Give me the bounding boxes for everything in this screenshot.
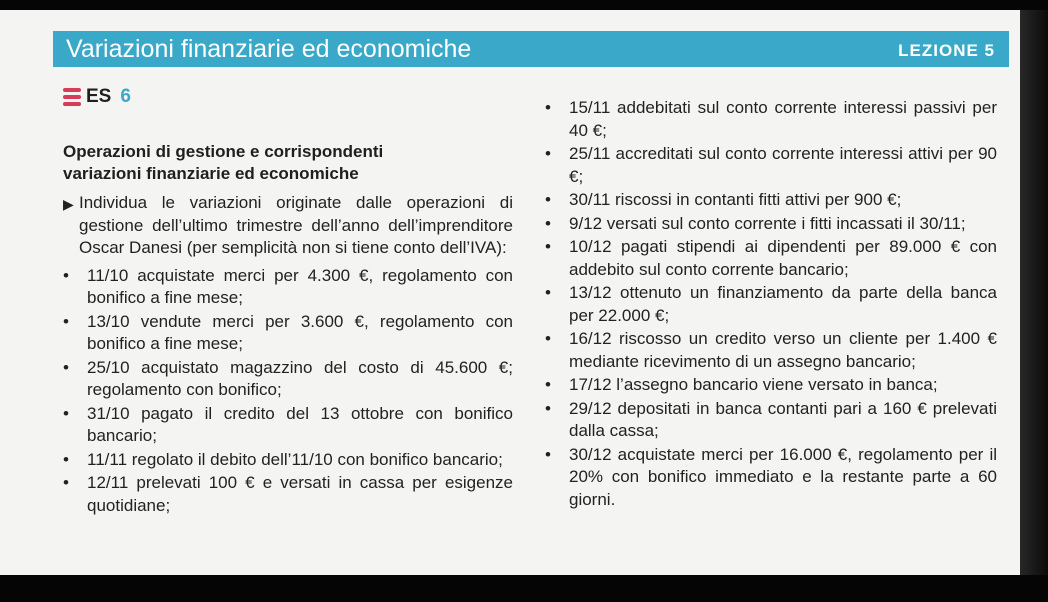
play-arrow-icon: ▶ — [63, 196, 74, 212]
exercise-label — [63, 86, 131, 108]
list-item: • 25/11 accreditati sul conto corrente interessi attivi per 90 €; — [545, 143, 997, 188]
list-item: • 16/12 riscosso un credito verso un cliente per 1.400 € mediante ricevimento di un assegno bancario; — [545, 328, 997, 373]
list-item: • 29/12 depositati in banca contanti pari a 160 € prelevati dalla cassa; — [545, 398, 997, 443]
list-item: • 31/10 pagato il credito del 13 ottobre con bonifico bancario; — [63, 403, 513, 448]
right-edge-shadow — [1018, 10, 1048, 575]
exercise-subtitle — [63, 141, 513, 185]
left-column — [63, 141, 513, 517]
list-item: • 13/10 vendute merci per 3.600 €, regolamento con bonifico a fine mese; — [63, 311, 513, 356]
list-item: • 9/12 versati sul conto corrente i fitti incassati il 30/11; — [545, 213, 997, 236]
list-item: • 30/12 acquistate merci per 16.000 €, regolamento per il 20% con bonifico immediato e la restante parte a 60 giorni. — [545, 444, 997, 512]
exercise-instructions — [63, 192, 513, 260]
top-border — [0, 0, 1048, 10]
right-column — [545, 96, 997, 511]
list-item: • 12/11 prelevati 100 € e versati in cassa per esigenze quotidiane; — [63, 472, 513, 517]
lesson-label: LEZIONE 5 — [898, 41, 995, 60]
subtitle-line: Operazioni di gestione e corrispondenti — [63, 142, 384, 161]
operations-list-left — [63, 265, 513, 518]
exercise-prefix: ES — [86, 86, 112, 107]
list-item: • 17/12 l’assegno bancario viene versato in banca; — [545, 374, 997, 397]
instructions-text: Individua le variazioni originate dalle operazioni di gestione dell’ultimo trimestre dell’anno dell’imprenditore Oscar Danesi (per semplicità non si tiene conto dell’IVA): — [79, 193, 513, 257]
list-item: • 30/11 riscossi in contanti fitti attivi per 900 €; — [545, 189, 997, 212]
list-item: • 11/10 acquistate merci per 4.300 €, regolamento con bonifico a fine mese; — [63, 265, 513, 310]
bottom-border — [0, 575, 1048, 602]
subtitle-line: variazioni finanziarie ed economiche — [63, 164, 359, 183]
list-item: • 15/11 addebitati sul conto corrente interessi passivi per 40 €; — [545, 97, 997, 142]
list-icon — [63, 88, 81, 106]
chapter-title: Variazioni finanziarie ed economiche — [66, 35, 472, 63]
list-item: • 11/11 regolato il debito dell’11/10 con bonifico bancario; — [63, 449, 513, 472]
list-item: • 25/10 acquistato magazzino del costo di 45.600 €; regolamento con bonifico; — [63, 357, 513, 402]
list-item: • 10/12 pagati stipendi ai dipendenti per 89.000 € con addebito sul conto corrente bancario; — [545, 236, 997, 281]
list-item: • 13/12 ottenuto un finanziamento da parte della banca per 22.000 €; — [545, 282, 997, 327]
chapter-header — [53, 31, 1009, 67]
exercise-number: 6 — [120, 86, 131, 107]
operations-list-right — [545, 97, 997, 511]
